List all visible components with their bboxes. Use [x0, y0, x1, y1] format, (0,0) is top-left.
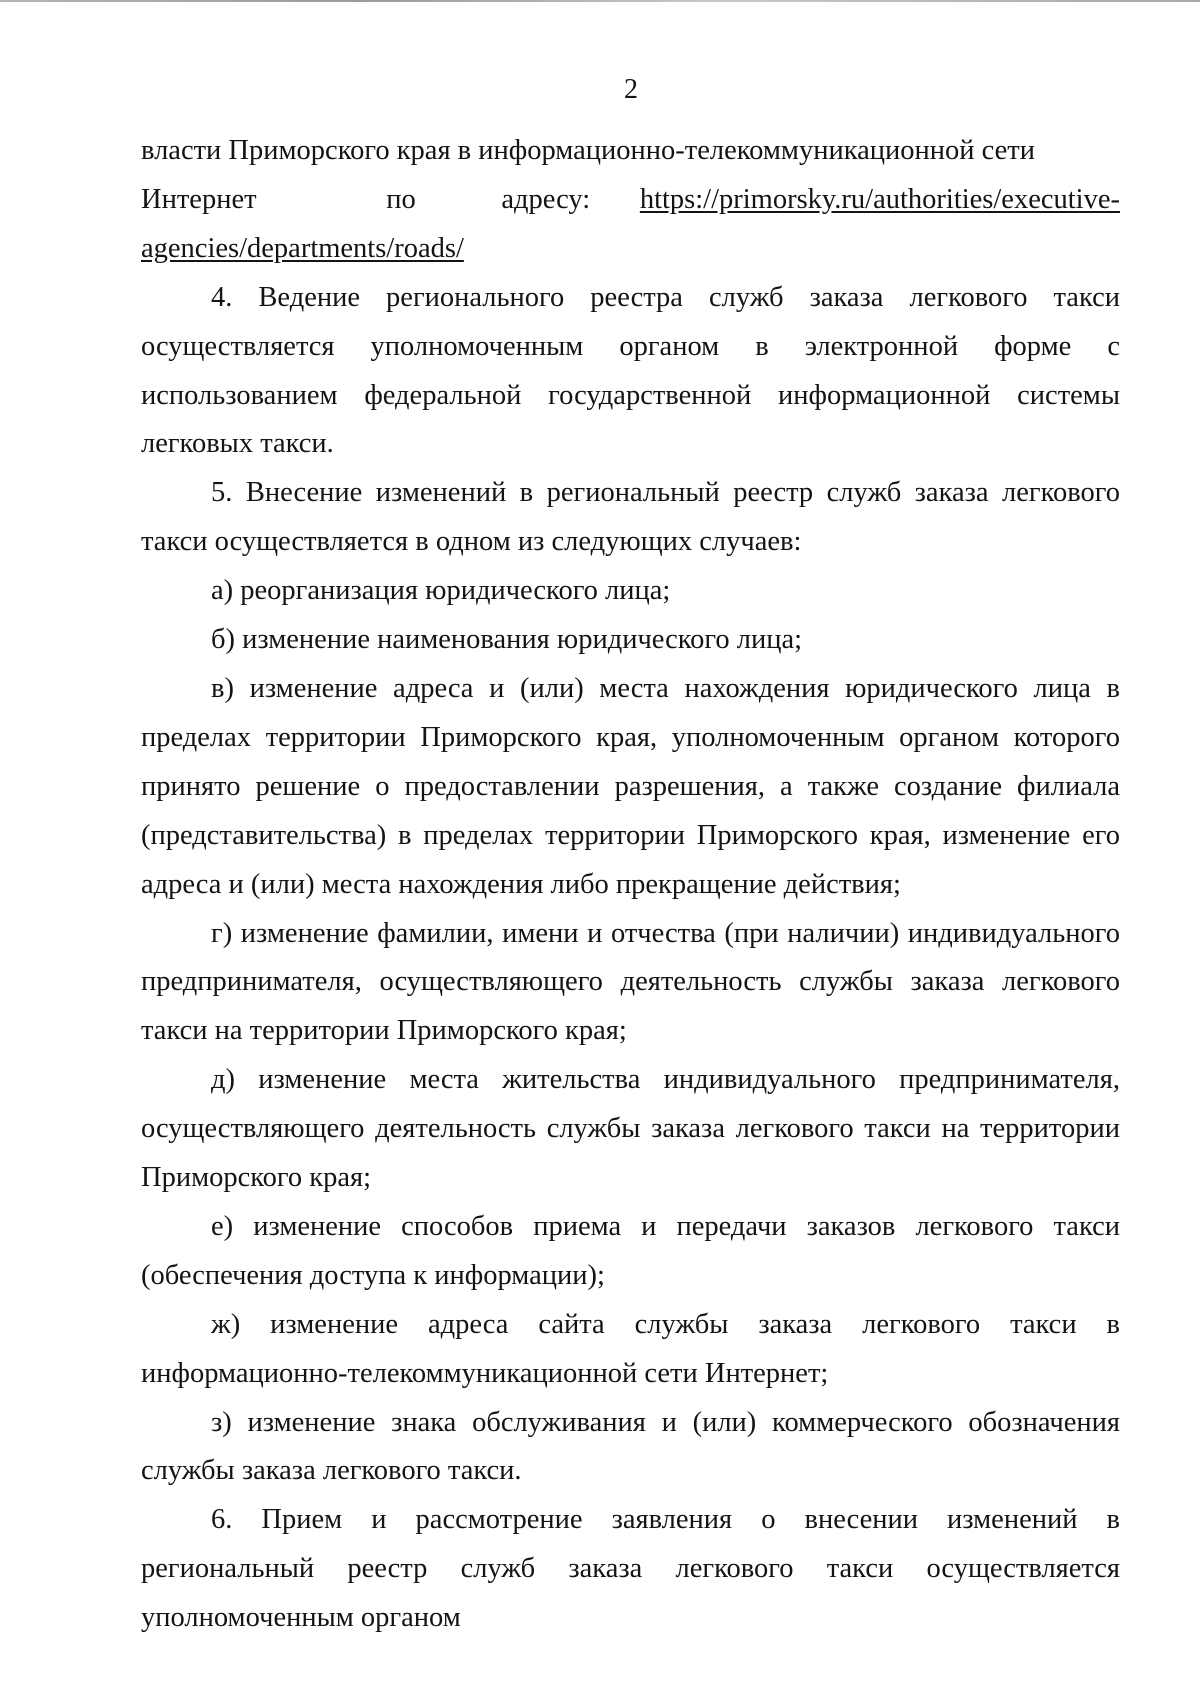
list-item-a: а) реорганизация юридического лица; [211, 575, 671, 607]
list-item-b: б) изменение наименования юридического лица; [211, 624, 803, 656]
page-number: 2 [624, 74, 638, 105]
paragraph-4: 4. Ведение регионального реестра служб заказа легкового такси осуществляется уполномоченным органом в электронной форме с использованием федеральной государственной информационной системы легковых такси. [141, 281, 1120, 460]
word-adresu: адресу: [501, 183, 591, 215]
url-line-2 [141, 225, 1120, 274]
url-link-part-1[interactable]: https://primorsky.ru/authorities/executive- [639, 183, 1120, 215]
word-po: по [386, 183, 416, 215]
list-item-z: з) изменение знака обслуживания и (или) коммерческого обозначения службы заказа легкового такси. [141, 1406, 1120, 1487]
list-item-d: д) изменение места жительства индивидуального предпринимателя, осуществляющего деятельность службы заказа легкового такси на территории Приморского края; [141, 1064, 1120, 1194]
list-item-e: е) изменение способов приема и передачи заказов легкового такси (обеспечения доступа к информации); [141, 1210, 1120, 1291]
document-body [141, 127, 1120, 1643]
list-item-zh: ж) изменение адреса сайта службы заказа легкового такси в информационно-телекоммуникационной сети Интернет; [141, 1308, 1120, 1389]
list-item-g: г) изменение фамилии, имени и отчества (при наличии) индивидуального предпринимателя, осуществляющего деятельность службы заказа легкового такси на территории Приморского края; [141, 917, 1120, 1047]
paragraph-5: 5. Внесение изменений в региональный реестр служб заказа легкового такси осуществляется в одном из следующих случаев: [141, 477, 1120, 558]
intro-address-line [141, 176, 1120, 225]
paragraph-6: 6. Прием и рассмотрение заявления о внесении изменений в региональный реестр служб заказа легкового такси осуществляется уполномоченным органом [141, 1504, 1120, 1634]
list-item-v: в) изменение адреса и (или) места нахождения юридического лица в пределах территории Приморского края, уполномоченным органом которого принято решение о предоставлении разрешения, а также создание филиала (представительства) в пределах территории Приморского края, изменение его адреса и (или) места нахождения либо прекращение действия; [141, 672, 1120, 900]
word-internet: Интернет [141, 183, 257, 215]
intro-line-1: власти Приморского края в информационно-телекоммуникационной сети [141, 135, 1036, 166]
url-link-part-2[interactable]: agencies/departments/roads/ [141, 232, 464, 264]
